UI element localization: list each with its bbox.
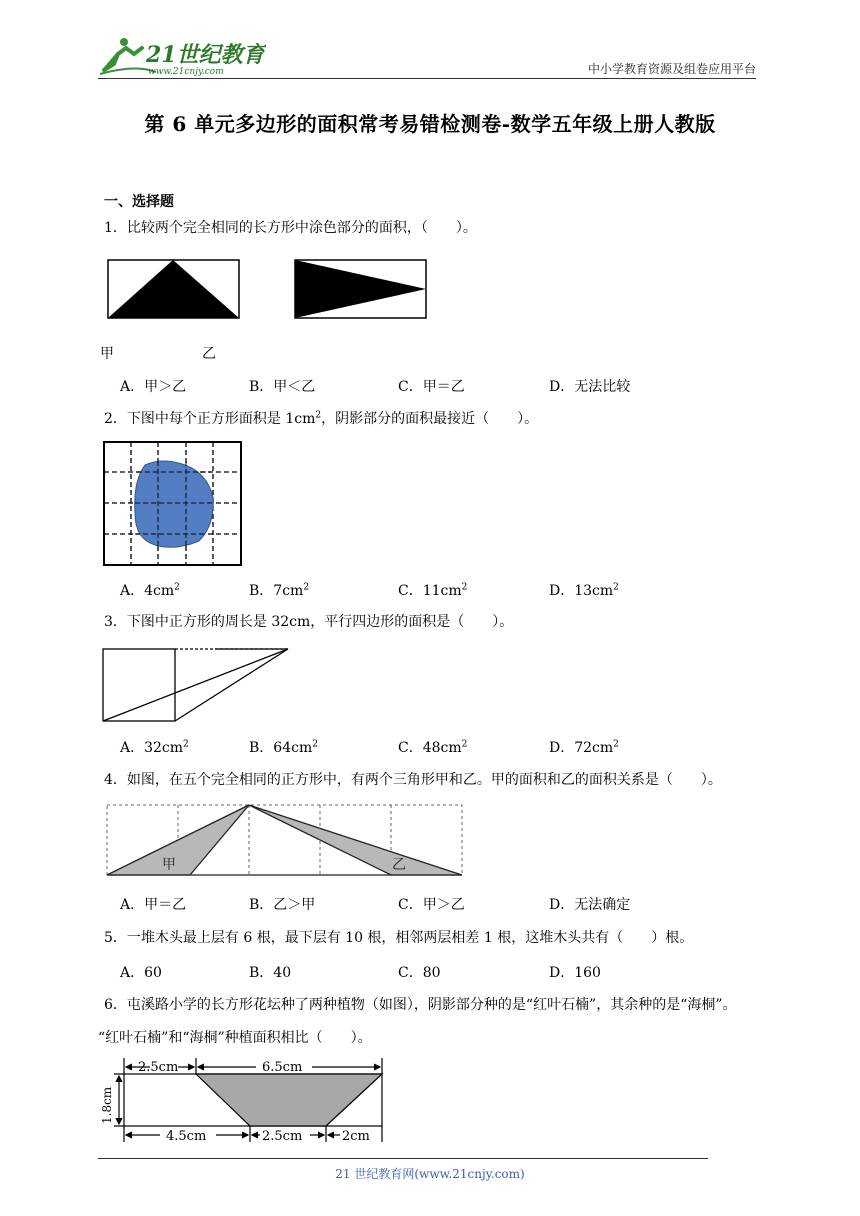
q4-option-a[interactable]: A．甲＝乙 xyxy=(120,897,187,913)
q1-label-yi: 乙 xyxy=(202,346,216,362)
q2-option-a[interactable]: A．$4cm^2$ xyxy=(120,582,180,599)
question-2-stem: 2．下图中每个正方形面积是 $1cm^2$，阴影部分的面积最接近（ ）。 xyxy=(104,410,539,427)
logo-text: 21世纪教育 xyxy=(146,42,265,68)
q2-option-d[interactable]: D．$13cm^2$ xyxy=(549,582,619,599)
q6-dim-height: 1.8cm xyxy=(100,1086,114,1124)
q6-dim-bottom-left: 4.5cm xyxy=(166,1129,207,1144)
q4-label-jia: 甲 xyxy=(162,857,176,873)
question-1-stem: 1．比较两个完全相同的长方形中涂色部分的面积，（ ）。 xyxy=(104,220,477,236)
q6-dim-bottom-mid: 2.5cm xyxy=(262,1129,303,1144)
question-6-stem-line2: “红叶石楠”和“海桐”种植面积相比（ ）。 xyxy=(98,1030,372,1046)
q3-option-c[interactable]: C．$48cm^2$ xyxy=(398,739,468,756)
q1-figure-jia xyxy=(107,258,242,320)
header-right-text: 中小学教育资源及组卷应用平台 xyxy=(587,62,756,76)
q5-option-d[interactable]: D．160 xyxy=(549,965,601,981)
q1-option-b[interactable]: B．甲＜乙 xyxy=(249,379,316,395)
footer-text[interactable]: 21 世纪教育网(www.21cnjy.com) xyxy=(335,1167,525,1181)
logo xyxy=(96,34,266,80)
q3-option-d[interactable]: D．$72cm^2$ xyxy=(549,739,619,756)
q4-option-d[interactable]: D．无法确定 xyxy=(549,897,631,913)
q6-dim-top-right: 6.5cm xyxy=(262,1060,303,1075)
q4-figure xyxy=(104,801,466,879)
q1-option-d[interactable]: D．无法比较 xyxy=(549,379,631,395)
q6-dim-bottom-right: 2cm xyxy=(342,1129,370,1144)
q2-option-b[interactable]: B．$7cm^2$ xyxy=(249,582,310,599)
q2-grid-figure xyxy=(103,441,243,567)
question-3-stem: 3．下图中正方形的周长是 32cm，平行四边形的面积是（ ）。 xyxy=(104,614,514,630)
q3-option-a[interactable]: A．$32cm^2$ xyxy=(120,739,189,756)
q4-label-yi: 乙 xyxy=(392,857,406,873)
footer-divider xyxy=(98,1158,708,1159)
question-5-stem: 5．一堆木头最上层有 6 根，最下层有 10 根，相邻两层相差 1 根，这堆木头共有（ ）根。 xyxy=(104,930,694,946)
q6-dim-top-left: 2.5cm xyxy=(138,1060,179,1075)
q4-option-c[interactable]: C．甲＞乙 xyxy=(398,897,465,913)
q4-option-b[interactable]: B．乙＞甲 xyxy=(249,897,316,913)
q5-option-a[interactable]: A．60 xyxy=(120,965,162,981)
section-title: 一、选择题 xyxy=(104,194,174,210)
q1-option-a[interactable]: A．甲＞乙 xyxy=(120,379,187,395)
q2-option-c[interactable]: C．$11cm^2$ xyxy=(398,582,468,599)
page-title: 第 6 单元多边形的面积常考易错检测卷-数学五年级上册人教版 xyxy=(144,112,716,136)
question-6-stem-line1: 6．屯溪路小学的长方形花坛种了两种植物（如图），阴影部分种的是“红叶石楠”，其余种的是“海桐”。 xyxy=(104,997,737,1013)
q1-option-c[interactable]: C．甲＝乙 xyxy=(398,379,465,395)
q5-option-c[interactable]: C．80 xyxy=(398,965,441,981)
q1-figure-yi xyxy=(294,258,429,320)
q1-label-jia: 甲 xyxy=(100,346,114,362)
q5-option-b[interactable]: B．40 xyxy=(249,965,292,981)
q6-figure xyxy=(98,1056,390,1148)
logo-url: www.21cnjy.com xyxy=(148,67,224,77)
q3-figure xyxy=(102,647,292,723)
header-divider xyxy=(98,78,756,79)
question-4-stem: 4．如图，在五个完全相同的正方形中，有两个三角形甲和乙。甲的面积和乙的面积关系是（ ）。 xyxy=(104,772,722,788)
q3-option-b[interactable]: B．$64cm^2$ xyxy=(249,739,318,756)
